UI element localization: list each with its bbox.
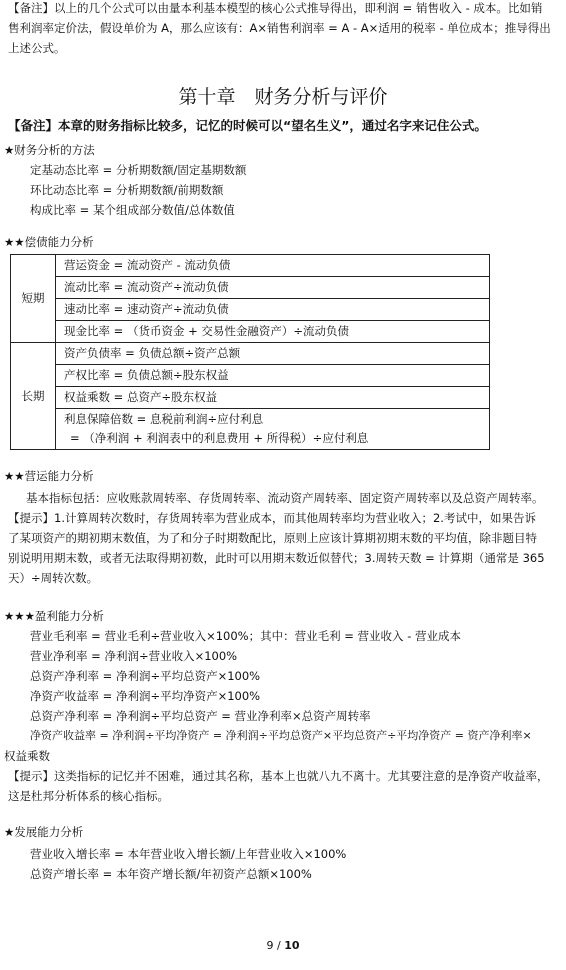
operating-line: 基本指标包括：应收账款周转率、存货周转率、流动资产周转率、固定资产周转率以及总资产周转率。 <box>26 491 544 505</box>
profit-item-wrap: 权益乘数 <box>4 749 50 763</box>
chapter-note: 【备注】本章的财务指标比较多，记忆的时候可以“望名生义”，通过名字来记住公式。 <box>8 118 487 133</box>
table-cell: 营运资金 = 流动资产 - 流动负债 <box>56 255 490 277</box>
chapter-title: 第十章 财务分析与评价 <box>178 86 388 108</box>
table-row <box>11 387 490 409</box>
table-cell: 权益乘数 = 总资产÷股东权益 <box>56 387 490 409</box>
profit-heading: ★★★盈利能力分析 <box>4 609 104 623</box>
growth-item: 总资产增长率 = 本年资产增长额/年初资产总额×100% <box>30 867 312 881</box>
operating-line: 天）÷周转次数。 <box>8 571 99 585</box>
page-number <box>0 936 566 956</box>
table-cell: 速动比率 = 速动资产÷流动负债 <box>56 299 490 321</box>
profit-item: 营业毛利率 = 营业毛利÷营业收入×100%；其中：营业毛利 = 营业收入 - 营业成本 <box>30 629 461 643</box>
profit-item: 总资产净利率 = 净利润÷平均总资产×100% <box>30 669 261 683</box>
table-cell: 资产负债率 = 负债总额÷资产总额 <box>56 343 490 365</box>
operating-line: 别说明用期末数，或者无法取得期初数，此时可以用期末数近似替代；3.周转天数 = 计算期（通常是 365 <box>8 551 545 565</box>
profit-item: 净资产收益率 = 净利润÷平均净资产×100% <box>30 689 261 703</box>
profit-item: 营业净利率 = 净利润÷营业收入×100% <box>30 649 238 663</box>
page-separator: / <box>273 939 285 952</box>
table-row <box>11 343 490 365</box>
intro-line-2: 售利润率定价法，假设单价为 A，那么应该有：A×销售利润率 = A - A×适用的税率 - 单位成本；推导得出 <box>8 21 551 35</box>
table-row <box>11 277 490 299</box>
solvency-heading: ★★偿债能力分析 <box>4 235 94 249</box>
methods-heading: ★财务分析的方法 <box>4 143 95 157</box>
profit-item: 总资产净利率 = 净利润÷平均总资产 = 营业净利率×总资产周转率 <box>30 709 371 723</box>
table-row <box>11 255 490 277</box>
intro-line-3: 上述公式。 <box>8 41 66 55</box>
growth-heading: ★发展能力分析 <box>4 825 84 839</box>
table-row <box>11 321 490 343</box>
long-term-label: 长期 <box>11 343 56 450</box>
profit-tip-line-2: 这是杜邦分析体系的核心指标。 <box>8 789 169 803</box>
table-row <box>11 299 490 321</box>
profit-item: 净资产收益率 = 净利润÷平均净资产 = 净利润÷平均总资产×平均总资产÷平均净资产 = 资产净利率× <box>30 729 532 742</box>
table-row <box>11 409 490 450</box>
table-cell: 流动比率 = 流动资产÷流动负债 <box>56 277 490 299</box>
operating-line: 【提示】1.计算周转次数时，存货周转率为营业成本，而其他周转率均为营业收入；2.考试中，如果告诉 <box>8 511 536 525</box>
total-pages: 10 <box>284 939 300 952</box>
table-cell: 现金比率 = （货币资金 + 交易性金融资产）÷流动负债 <box>56 321 490 343</box>
intro-line-1: 【备注】以上的几个公式可以由量本利基本模型的核心公式推导得出，即利润 = 销售收入 - 成本。比如销 <box>8 1 543 15</box>
operating-line: 了某项资产的期初期末数值，为了和分子时期数配比，原则上应该计算期初期末数的平均值，除非题目特 <box>8 531 537 545</box>
methods-item: 定基动态比率 = 分析期数额/固定基期数额 <box>30 163 247 177</box>
interest-coverage-line-2: = （净利润 + 利润表中的利息费用 + 所得税）÷应付利息 <box>70 431 369 445</box>
profit-tip-line-1: 【提示】这类指标的记忆并不困难，通过其名称，基本上也就八九不离十。尤其要注意的是净资产收益率， <box>8 769 549 783</box>
current-page: 9 <box>266 939 274 952</box>
table-cell: 产权比率 = 负债总额÷股东权益 <box>56 365 490 387</box>
short-term-label: 短期 <box>11 255 56 343</box>
table-cell <box>56 409 490 450</box>
interest-coverage-line-1: 利息保障倍数 = 息税前利润÷应付利息 <box>64 412 264 426</box>
operating-heading: ★★营运能力分析 <box>4 469 94 483</box>
table-row <box>11 365 490 387</box>
growth-item: 营业收入增长率 = 本年营业收入增长额/上年营业收入×100% <box>30 847 347 861</box>
solvency-table <box>10 254 490 450</box>
methods-item: 环比动态比率 = 分析期数额/前期数额 <box>30 183 224 197</box>
methods-item: 构成比率 = 某个组成部分数值/总体数值 <box>30 203 235 217</box>
